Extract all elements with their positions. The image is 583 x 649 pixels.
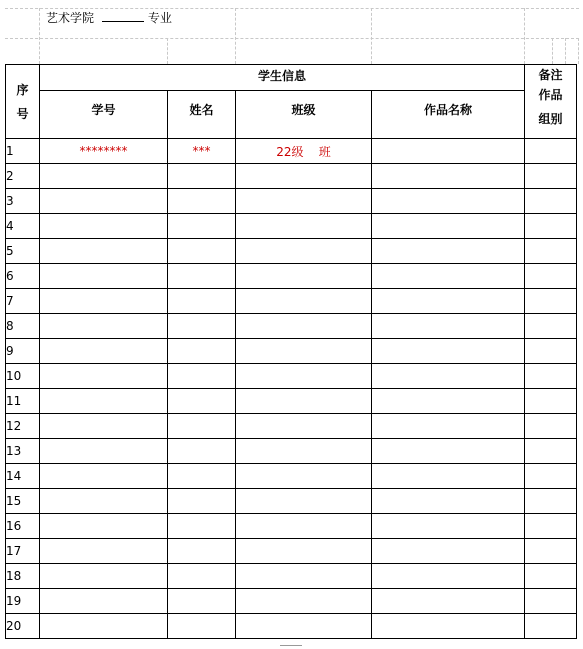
guide-line: [578, 38, 579, 64]
class-cell[interactable]: [236, 314, 372, 339]
student-id-cell[interactable]: [40, 489, 168, 514]
student-id-cell[interactable]: [40, 439, 168, 464]
col-header-student-id: 学号: [40, 91, 168, 139]
student-id-cell[interactable]: [40, 464, 168, 489]
remark-cell[interactable]: [525, 614, 577, 639]
seq-cell[interactable]: 15: [6, 489, 40, 514]
class-cell[interactable]: [236, 614, 372, 639]
work-title-cell[interactable]: [372, 214, 525, 239]
seq-header-label: 序 号: [16, 82, 29, 121]
seq-cell[interactable]: 13: [6, 439, 40, 464]
class-cell[interactable]: 22级 班: [236, 139, 372, 164]
table-row: [6, 214, 577, 239]
work-title-cell[interactable]: [372, 239, 525, 264]
name-cell[interactable]: [168, 464, 236, 489]
work-title-cell[interactable]: [372, 514, 525, 539]
name-cell[interactable]: [168, 289, 236, 314]
col-header-name: 姓名: [168, 91, 236, 139]
work-title-cell[interactable]: [372, 489, 525, 514]
student-id-cell[interactable]: ********: [40, 139, 168, 164]
student-id-cell[interactable]: [40, 364, 168, 389]
class-cell[interactable]: [236, 264, 372, 289]
work-title-cell[interactable]: [372, 414, 525, 439]
student-id-cell[interactable]: [40, 514, 168, 539]
remark-cell[interactable]: [525, 214, 577, 239]
guide-line: [371, 8, 372, 64]
name-cell[interactable]: [168, 414, 236, 439]
name-cell[interactable]: [168, 564, 236, 589]
student-info-group-header: 学生信息: [40, 65, 525, 91]
work-title-cell[interactable]: [372, 464, 525, 489]
table-row: [6, 339, 577, 364]
table-row: [6, 514, 577, 539]
work-title-cell[interactable]: [372, 614, 525, 639]
name-cell[interactable]: [168, 514, 236, 539]
student-id-cell[interactable]: [40, 214, 168, 239]
name-cell[interactable]: [168, 339, 236, 364]
remark-cell[interactable]: [525, 314, 577, 339]
table-row: [6, 389, 577, 414]
guide-line: [552, 38, 553, 64]
class-cell[interactable]: [236, 489, 372, 514]
page-footer-mark: [280, 645, 302, 646]
seq-cell[interactable]: 9: [6, 339, 40, 364]
remark-header-label: 备注: [538, 68, 563, 82]
seq-cell[interactable]: 17: [6, 539, 40, 564]
name-cell[interactable]: [168, 614, 236, 639]
work-title-cell[interactable]: [372, 189, 525, 214]
table-row: [6, 364, 577, 389]
col-header-class: 班级: [236, 91, 372, 139]
remark-cell[interactable]: [525, 264, 577, 289]
student-id-cell[interactable]: [40, 539, 168, 564]
work-title-cell[interactable]: [372, 439, 525, 464]
guide-line: [524, 8, 525, 64]
table-row: [6, 139, 577, 164]
class-cell[interactable]: [236, 339, 372, 364]
class-cell[interactable]: [236, 164, 372, 189]
remark-header-cell: [525, 65, 577, 139]
remark-cell[interactable]: [525, 514, 577, 539]
seq-cell[interactable]: 5: [6, 239, 40, 264]
seq-cell[interactable]: 11: [6, 389, 40, 414]
name-cell[interactable]: [168, 314, 236, 339]
seq-header-cell: [6, 65, 40, 139]
class-cell[interactable]: [236, 389, 372, 414]
major-suffix: 专业: [147, 11, 172, 25]
class-cell[interactable]: [236, 589, 372, 614]
name-cell[interactable]: [168, 364, 236, 389]
seq-cell[interactable]: 18: [6, 564, 40, 589]
work-title-cell[interactable]: [372, 139, 525, 164]
name-cell[interactable]: [168, 389, 236, 414]
seq-cell[interactable]: 7: [6, 289, 40, 314]
remark-cell[interactable]: [525, 439, 577, 464]
name-cell[interactable]: ***: [168, 139, 236, 164]
remark-cell[interactable]: [525, 139, 577, 164]
seq-cell[interactable]: 16: [6, 514, 40, 539]
seq-cell[interactable]: 4: [6, 214, 40, 239]
work-title-cell[interactable]: [372, 589, 525, 614]
remark-cell[interactable]: [525, 189, 577, 214]
student-info-table: [5, 64, 577, 639]
work-title-cell[interactable]: [372, 364, 525, 389]
student-id-cell[interactable]: [40, 414, 168, 439]
name-cell[interactable]: [168, 164, 236, 189]
student-id-cell[interactable]: [40, 164, 168, 189]
document-header: [46, 9, 172, 26]
table-row: [6, 614, 577, 639]
remark-cell[interactable]: [525, 239, 577, 264]
table-row: [6, 239, 577, 264]
seq-cell[interactable]: 14: [6, 464, 40, 489]
seq-cell[interactable]: 12: [6, 414, 40, 439]
work-title-cell[interactable]: [372, 264, 525, 289]
table-row: [6, 164, 577, 189]
name-cell[interactable]: [168, 189, 236, 214]
name-cell[interactable]: [168, 589, 236, 614]
seq-cell[interactable]: 6: [6, 264, 40, 289]
name-cell[interactable]: [168, 264, 236, 289]
seq-cell[interactable]: 20: [6, 614, 40, 639]
work-title-cell[interactable]: [372, 564, 525, 589]
class-cell[interactable]: [236, 439, 372, 464]
remark-cell[interactable]: [525, 339, 577, 364]
seq-cell[interactable]: 8: [6, 314, 40, 339]
student-id-cell[interactable]: [40, 614, 168, 639]
work-title-cell[interactable]: [372, 289, 525, 314]
name-cell[interactable]: [168, 489, 236, 514]
remark-cell[interactable]: [525, 489, 577, 514]
remark-cell[interactable]: [525, 414, 577, 439]
name-cell[interactable]: [168, 239, 236, 264]
remark-cell[interactable]: [525, 389, 577, 414]
table-row: [6, 414, 577, 439]
seq-cell[interactable]: 19: [6, 589, 40, 614]
work-title-cell[interactable]: [372, 539, 525, 564]
class-cell[interactable]: [236, 414, 372, 439]
guide-line: [235, 8, 236, 64]
guide-line: [565, 38, 566, 64]
name-cell[interactable]: [168, 439, 236, 464]
guide-line: [167, 38, 168, 64]
seq-cell[interactable]: 1: [6, 139, 40, 164]
remark-cell[interactable]: [525, 564, 577, 589]
table-row: [6, 314, 577, 339]
class-cell[interactable]: [236, 214, 372, 239]
student-id-cell[interactable]: [40, 264, 168, 289]
class-cell[interactable]: [236, 564, 372, 589]
name-cell[interactable]: [168, 214, 236, 239]
table-row: [6, 589, 577, 614]
student-id-cell[interactable]: [40, 389, 168, 414]
class-cell[interactable]: [236, 364, 372, 389]
class-cell[interactable]: [236, 514, 372, 539]
remark-cell[interactable]: [525, 164, 577, 189]
student-id-cell[interactable]: [40, 239, 168, 264]
seq-cell[interactable]: 2: [6, 164, 40, 189]
class-cell[interactable]: [236, 239, 372, 264]
remark-cell[interactable]: [525, 364, 577, 389]
guide-line: [5, 38, 579, 39]
seq-cell[interactable]: 10: [6, 364, 40, 389]
student-id-cell[interactable]: [40, 339, 168, 364]
table-row: [6, 539, 577, 564]
guide-line: [39, 8, 40, 64]
student-id-cell[interactable]: [40, 189, 168, 214]
col-header-work-title: 作品名称: [372, 91, 525, 139]
student-id-cell[interactable]: [40, 289, 168, 314]
seq-cell[interactable]: 3: [6, 189, 40, 214]
table-row: [6, 564, 577, 589]
class-cell[interactable]: [236, 289, 372, 314]
class-cell[interactable]: [236, 189, 372, 214]
name-cell[interactable]: [168, 539, 236, 564]
table-row: [6, 489, 577, 514]
class-cell[interactable]: [236, 464, 372, 489]
class-cell[interactable]: [236, 539, 372, 564]
work-title-cell[interactable]: [372, 389, 525, 414]
table-row: [6, 189, 577, 214]
student-id-cell[interactable]: [40, 589, 168, 614]
major-blank-line: [102, 11, 144, 22]
remark-cell[interactable]: [525, 589, 577, 614]
work-group-header-label: 作品 组别: [538, 88, 563, 126]
student-id-cell[interactable]: [40, 314, 168, 339]
table-row: [6, 289, 577, 314]
table-row: [6, 264, 577, 289]
student-id-cell[interactable]: [40, 564, 168, 589]
work-title-cell[interactable]: [372, 164, 525, 189]
remark-cell[interactable]: [525, 289, 577, 314]
table-row: [6, 439, 577, 464]
work-title-cell[interactable]: [372, 339, 525, 364]
remark-cell[interactable]: [525, 539, 577, 564]
remark-cell[interactable]: [525, 464, 577, 489]
college-name: 艺术学院: [46, 11, 95, 25]
work-title-cell[interactable]: [372, 314, 525, 339]
table-row: [6, 464, 577, 489]
